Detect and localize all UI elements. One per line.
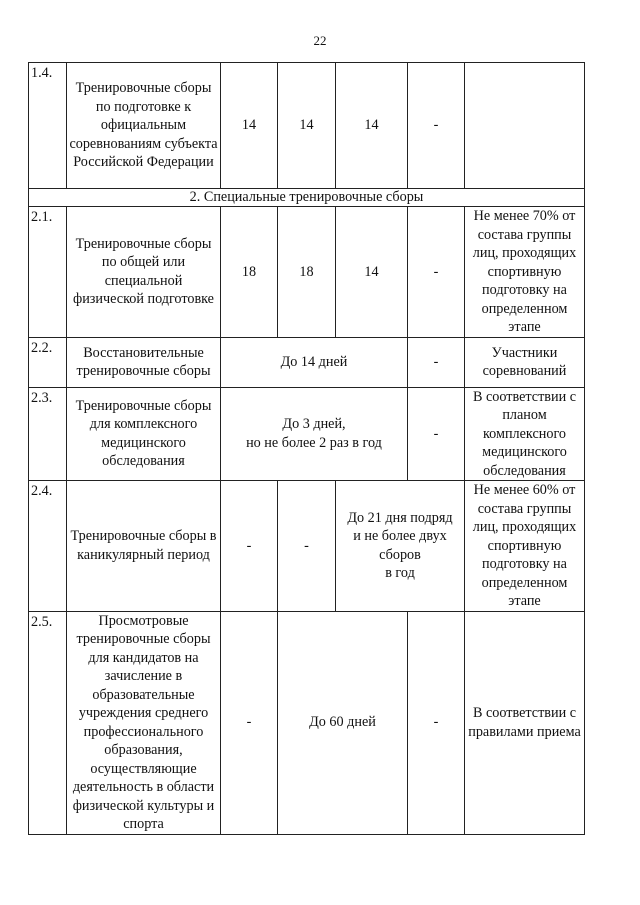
cell-value: - [408, 387, 465, 481]
table-row [29, 611, 585, 834]
cell-value: 14 [336, 207, 408, 338]
cell-value: - [221, 611, 278, 834]
cell-value: - [408, 337, 465, 387]
camp-name: Просмотровые тренировочные сборы для кандидатов на зачисление в образовательные учреждения среднего профессионального образования, осуществляющие деятельность в области физической культуры и спорта [67, 611, 221, 834]
camp-name: Тренировочные сборы для комплексного медицинского обследования [67, 387, 221, 481]
cell-note: В соответствии с правилами приема [465, 611, 585, 834]
row-number: 2.3. [29, 387, 67, 481]
cell-value: - [408, 207, 465, 338]
row-number: 2.4. [29, 481, 67, 612]
camp-name: Тренировочные сборы по подготовке к официальным соревнованиям субъекта Российской Федерации [67, 63, 221, 189]
cell-value: - [221, 481, 278, 612]
row-number: 2.1. [29, 207, 67, 338]
duration-line: До 21 дня подряд [347, 509, 453, 526]
duration-line: но не более 2 раз в год [246, 434, 382, 451]
table-row [29, 207, 585, 338]
table-row [29, 387, 585, 481]
section-title: 2. Специальные тренировочные сборы [29, 189, 585, 207]
cell-value: - [408, 611, 465, 834]
cell-note: Не менее 60% от состава группы лиц, проходящих спортивную подготовку на определенном этапе [465, 481, 585, 612]
duration-line: и не более двух [353, 528, 447, 545]
cell-note: Участники соревнований [465, 337, 585, 387]
merged-duration [221, 387, 408, 481]
cell-value: 18 [221, 207, 278, 338]
row-number: 2.2. [29, 337, 67, 387]
cell-note: Не менее 70% от состава группы лиц, проходящих спортивную подготовку на определенном этапе [465, 207, 585, 338]
camp-name: Восстановительные тренировочные сборы [67, 337, 221, 387]
training-camps-table [28, 62, 585, 835]
section-row [29, 189, 585, 207]
duration-line: сборов [379, 546, 421, 563]
table-row [29, 481, 585, 612]
merged-duration: До 14 дней [221, 337, 408, 387]
cell-value: 14 [336, 63, 408, 189]
row-number: 1.4. [29, 63, 67, 189]
duration-line: До 3 дней, [282, 416, 346, 433]
table-row [29, 63, 585, 189]
cell-value: 14 [278, 63, 336, 189]
cell-value: - [408, 63, 465, 189]
cell-value: - [278, 481, 336, 612]
merged-duration: До 60 дней [278, 611, 408, 834]
cell-note [465, 63, 585, 189]
page-number: 22 [313, 33, 327, 48]
table-row [29, 337, 585, 387]
cell-value: 14 [221, 63, 278, 189]
merged-duration [336, 481, 465, 612]
duration-line: в год [385, 565, 415, 582]
camp-name: Тренировочные сборы по общей или специальной физической подготовке [67, 207, 221, 338]
cell-value: 18 [278, 207, 336, 338]
cell-note: В соответствии с планом комплексного медицинского обследования [465, 387, 585, 481]
camp-name: Тренировочные сборы в каникулярный период [67, 481, 221, 612]
row-number: 2.5. [29, 611, 67, 834]
